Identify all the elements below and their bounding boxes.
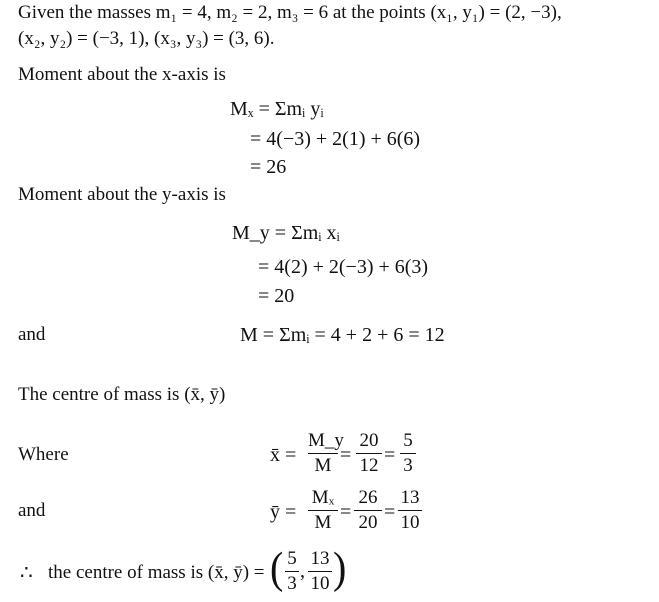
fraction-bar: [308, 571, 332, 572]
ybar-fraction-2-denominator: 20: [358, 512, 378, 534]
moment-y-heading: Moment about the y-axis is: [18, 184, 226, 205]
left-paren: (: [270, 542, 284, 593]
ybar-label: and: [18, 500, 46, 521]
equals-sign: =: [384, 444, 396, 466]
ybar-fraction-2: [354, 487, 382, 534]
xbar-fraction-2-numerator: 20: [359, 430, 379, 451]
conclusion-fraction-1-denominator: 3: [287, 573, 297, 595]
moment-x-step-1: Mₓ = Σmᵢ yᵢ: [230, 98, 324, 120]
xbar-fraction-3-denominator: 3: [403, 455, 413, 477]
moment-y-step-1: M_y = Σmᵢ xᵢ: [232, 222, 340, 244]
ybar-fraction-1: [308, 487, 338, 534]
moment-x-step-3: = 26: [250, 156, 287, 178]
conclusion-text: the centre of mass is (x̄, ȳ) =: [48, 562, 265, 583]
intro-line-2: (x₂, y₂) = (−3, 1), (x₃, y₃) = (3, 6).: [18, 28, 275, 49]
xbar-fraction-2-denominator: 12: [359, 455, 379, 477]
xbar-fraction-1-numerator: M_y: [308, 430, 344, 451]
fraction-bar: [356, 453, 382, 454]
conclusion-fraction-2-numerator: 13: [310, 548, 330, 569]
right-paren: ): [333, 542, 347, 593]
moment-x-heading: Moment about the x-axis is: [18, 64, 226, 85]
therefore-symbol: ∴: [20, 562, 33, 584]
equals-sign: =: [340, 444, 352, 466]
ybar-fraction-3-denominator: 10: [400, 512, 420, 534]
xbar-label: Where: [18, 444, 69, 465]
xbar-fraction-2: [356, 430, 382, 477]
comma: ,: [300, 560, 305, 582]
conclusion-fraction-2: [308, 548, 332, 595]
ybar-fraction-3-numerator: 13: [400, 487, 420, 508]
ybar-lhs: ȳ =: [270, 501, 297, 523]
fraction-bar: [285, 571, 299, 572]
xbar-fraction-3-numerator: 5: [403, 430, 413, 451]
ybar-fraction-1-denominator: M: [314, 512, 332, 534]
ybar-fraction-2-numerator: 26: [358, 487, 378, 508]
centre-heading: The centre of mass is (x̄, ȳ): [18, 384, 226, 405]
xbar-fraction-1: [308, 430, 344, 477]
total-mass-equation: M = Σmᵢ = 4 + 2 + 6 = 12: [240, 324, 445, 346]
conclusion-fraction-1-numerator: 5: [287, 548, 297, 569]
ybar-fraction-1-numerator: Mₓ: [311, 487, 335, 508]
fraction-bar: [308, 510, 338, 511]
xbar-lhs: x̄ =: [270, 444, 297, 466]
fraction-bar: [354, 510, 382, 511]
conclusion-fraction-1: [285, 548, 299, 595]
intro-line-1: Given the masses m₁ = 4, m₂ = 2, m₃ = 6 at the points (x₁, y₁) = (2, −3),: [18, 2, 562, 23]
moment-y-step-3: = 20: [258, 285, 295, 307]
moment-x-step-2: = 4(−3) + 2(1) + 6(6): [250, 128, 421, 150]
fraction-bar: [400, 453, 416, 454]
fraction-bar: [308, 453, 338, 454]
equals-sign: =: [384, 501, 396, 523]
total-mass-label: and: [18, 324, 46, 345]
xbar-fraction-1-denominator: M: [314, 455, 332, 477]
conclusion-fraction-2-denominator: 10: [310, 573, 330, 595]
xbar-fraction-3: [400, 430, 416, 477]
fraction-bar: [398, 510, 422, 511]
ybar-fraction-3: [398, 487, 422, 534]
moment-y-step-2: = 4(2) + 2(−3) + 6(3): [258, 256, 429, 278]
equals-sign: =: [340, 501, 352, 523]
